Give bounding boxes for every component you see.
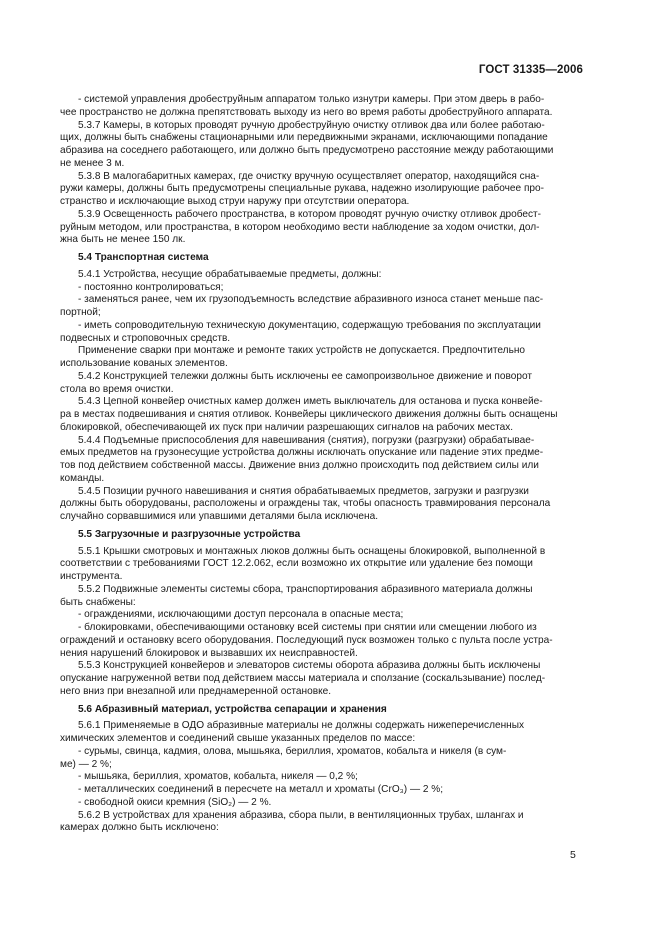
text-line: портной;: [60, 307, 101, 318]
page-number: 5: [570, 849, 576, 861]
text-line: тов под действием собственной массы. Движение вниз должно происходить под действием силы или: [60, 460, 539, 471]
text-line: - постоянно контролироваться;: [78, 281, 224, 293]
text-line: 5.3.9 Освещенность рабочего пространства, в котором проводят ручную очистку отливок дробест-: [78, 208, 542, 220]
text-line: - сурьмы, свинца, кадмия, олова, мышьяка, бериллия, хроматов, кобальта и никеля (в сум-: [78, 745, 507, 757]
text-line: подвесных и строповочных средств.: [60, 332, 231, 344]
section-heading: 5.6 Абразивный материал, устройства сепарации и хранения: [78, 703, 387, 715]
text-line: не менее 3 м.: [60, 157, 125, 169]
text-line: - металлических соединений в пересчете на металл и хроматы (CrO₃) — 2 %;: [78, 784, 444, 795]
text-line: - свободной окиси кремния (SiO₂) — 2 %.: [78, 796, 272, 808]
text-line: жна быть не менее 150 лк.: [60, 234, 186, 246]
text-line: 5.3.7 Камеры, в которых проводят ручную дробеструйную очистку отливок два или более работаю-: [78, 119, 545, 131]
text-line: команды.: [60, 472, 105, 484]
text-line: 5.3.8 В малогабаритных камерах, где очистку вручную осуществляет оператор, находящийся сна-: [78, 170, 540, 182]
text-line: ружи камеры, должны быть предусмотрены специальные рукава, надежно изолирующие рабочее про-: [60, 183, 545, 195]
text-line: должны быть оборудованы, расположены и ограждены так, чтобы опасность травмирования персонала: [60, 498, 551, 510]
text-line: 5.5.2 Подвижные элементы системы сбора, транспортирования абразивного материала должны: [78, 583, 533, 595]
text-line: - блокировками, обеспечивающими остановку всей системы при снятии или смещении любого из: [78, 622, 537, 633]
text-line: щих, должны быть снабжены стационарными или передвижными экранами, исключающими попадание: [60, 132, 548, 144]
text-line: нения нарушений блокировок и вызвавших их неисправностей.: [60, 647, 358, 659]
text-line: 5.4.4 Подъемные приспособления для навешивания (снятия), погрузки (разгрузки) обрабатывае-: [78, 434, 535, 446]
text-line: - ограждениями, исключающими доступ персонала в опасные места;: [78, 609, 404, 621]
text-line: блокировкой, обеспечивающей их пуск при наличии разрешающих сигналов на рабочих местах.: [60, 421, 514, 433]
text-line: стола во время очистки.: [60, 383, 174, 395]
text-line: 5.4.2 Конструкцией тележки должны быть исключены ее самопроизвольное движение и поворот: [78, 370, 532, 382]
text-line: инструмента.: [60, 571, 123, 582]
section-heading: 5.4 Транспортная система: [78, 252, 209, 263]
text-line: странство и исключающие выход струи наружу при отсутствии оператора.: [60, 196, 410, 207]
text-line: абразива на соседнего работающего, или должно быть предусмотрено расстояние между работающими: [60, 145, 554, 156]
text-line: чее пространство не должна препятствовать выходу из него во время работы дробеструйного аппарата.: [60, 106, 553, 118]
text-line: ра в местах подвешивания и снятия отливок. Конвейеры циклического движения должны быть оснащены: [60, 409, 558, 420]
text-line: использование кованых элементов.: [60, 358, 228, 369]
text-line: Применение сварки при монтаже и ремонте таких устройств не допускается. Предпочтительно: [78, 345, 526, 357]
text-line: - системой управления дробеструйным аппаратом только изнутри камеры. При этом дверь в рабо-: [78, 94, 545, 105]
text-line: 5.5.3 Конструкцией конвейеров и элеваторов системы оборота абразива должны быть исключены: [78, 660, 541, 672]
text-line: камерах должно быть исключено:: [60, 822, 219, 834]
section-heading: 5.5 Загрузочные и разгрузочные устройства: [78, 528, 301, 540]
text-line: опускание нагруженной ветви под действием массы материала и сползание (соскальзывание) послед-: [60, 673, 546, 684]
text-line: 5.6.2 В устройствах для хранения абразива, сбора пыли, в вентиляционных трубах, шлангах и: [78, 809, 524, 821]
document-code-header: ГОСТ 31335—2006: [478, 64, 583, 76]
document-body: [60, 94, 584, 835]
text-line: химических элементов и соединений свыше указанных пределов по массе:: [60, 733, 416, 744]
text-line: ограждений и остановку всего оборудования. Последующий пуск возможен только с пульта после устра-: [60, 634, 553, 646]
text-line: быть снабжены:: [60, 596, 136, 608]
text-line: соответствии с требованиями ГОСТ 12.2.062, если возможно их открытие или удаление без помощи: [60, 558, 533, 570]
text-line: 5.6.1 Применяемые в ОДО абразивные материалы не должны содержать нижеперечисленных: [78, 720, 525, 732]
text-line: емых предметов на грузонесущие устройства должны исключать опускание или падение этих предме-: [60, 447, 544, 459]
text-line: 5.4.1 Устройства, несущие обрабатываемые предметы, должны:: [78, 268, 382, 280]
text-line: 5.4.3 Цепной конвейер очистных камер должен иметь выключатель для останова и пуска конвейе-: [78, 396, 543, 408]
text-line: - мышьяка, бериллия, хроматов, кобальта, никеля — 0,2 %;: [78, 771, 358, 783]
text-line: руйным методом, или пространства, в котором необходимо вести наблюдение за ходом очистки, дол-: [60, 221, 540, 233]
text-line: 5.4.5 Позиции ручного навешивания и снятия обрабатываемых предметов, загрузки и разгрузки: [78, 485, 529, 497]
text-line: - иметь сопроводительную техническую документацию, содержащую требования по эксплуатации: [78, 319, 541, 331]
text-line: - заменяться ранее, чем их грузоподъемность вследствие абразивного износа станет меньше пас-: [78, 294, 544, 306]
text-line: ме) — 2 %;: [60, 758, 112, 770]
text-line: случайно сорвавшимися или упавшими деталями была исключена.: [60, 511, 378, 522]
text-line: 5.5.1 Крышки смотровых и монтажных люков должны быть оснащены блокировкой, выполненной в: [78, 545, 546, 557]
text-line: него вниз при внезапной или преднамеренной остановке.: [60, 685, 332, 697]
